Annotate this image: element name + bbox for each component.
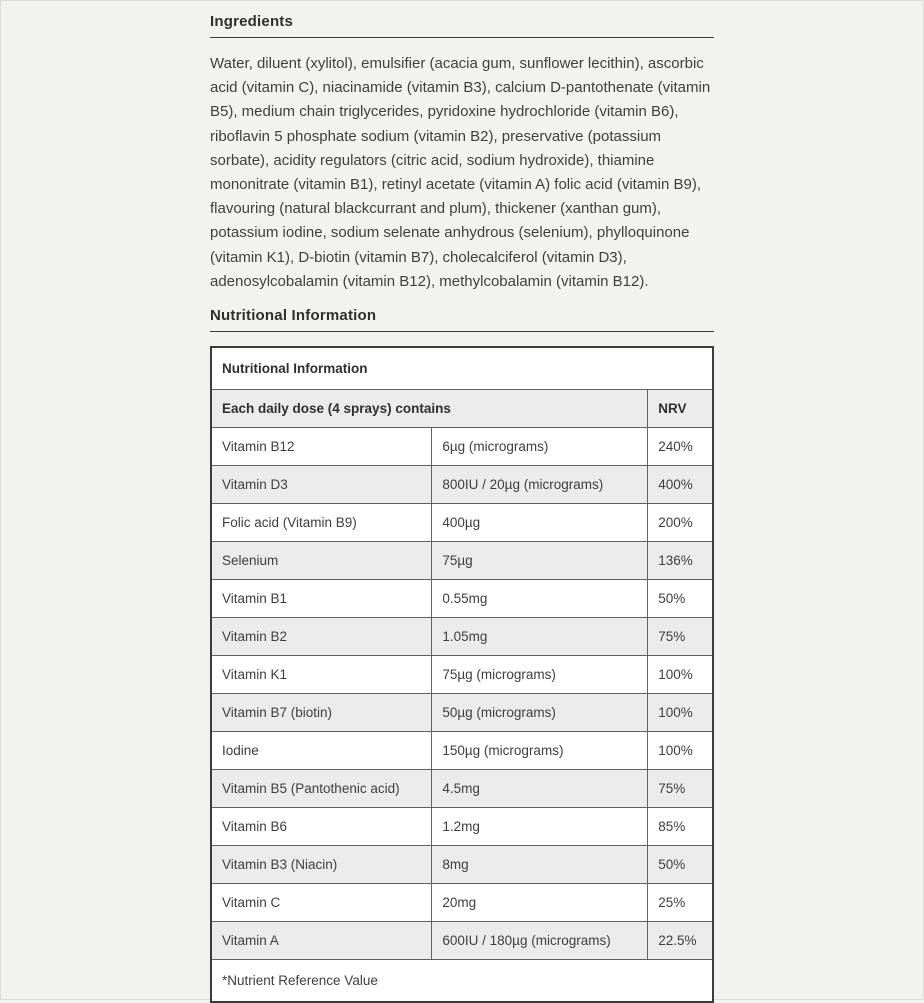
nutrition-table xyxy=(210,346,714,1003)
nrv-value-cell: 240% xyxy=(648,428,713,466)
nutrient-cell: Selenium xyxy=(211,542,432,580)
nrv-value-cell: 75% xyxy=(648,618,713,656)
table-row xyxy=(211,732,713,770)
table-row xyxy=(211,656,713,694)
table-title: Nutritional Information xyxy=(211,347,713,390)
amount-cell: 4.5mg xyxy=(432,770,648,808)
nutrient-cell: Vitamin B7 (biotin) xyxy=(211,694,432,732)
table-row xyxy=(211,618,713,656)
nutrient-cell: Vitamin B6 xyxy=(211,808,432,846)
table-title-row xyxy=(211,347,713,390)
nutrient-cell: Vitamin A xyxy=(211,922,432,960)
nutrient-cell: Vitamin B5 (Pantothenic acid) xyxy=(211,770,432,808)
nutrient-cell: Vitamin K1 xyxy=(211,656,432,694)
amount-cell: 50µg (micrograms) xyxy=(432,694,648,732)
nrv-value-cell: 75% xyxy=(648,770,713,808)
nutrition-table-body xyxy=(211,428,713,960)
nutrient-cell: Vitamin D3 xyxy=(211,466,432,504)
nrv-value-cell: 136% xyxy=(648,542,713,580)
table-row xyxy=(211,808,713,846)
nrv-value-cell: 100% xyxy=(648,694,713,732)
nrv-header: NRV xyxy=(648,390,713,428)
nrv-value-cell: 50% xyxy=(648,846,713,884)
table-row xyxy=(211,504,713,542)
nutrient-cell: Vitamin B12 xyxy=(211,428,432,466)
dose-header: Each daily dose (4 sprays) contains xyxy=(211,390,648,428)
amount-cell: 400µg xyxy=(432,504,648,542)
table-row xyxy=(211,466,713,504)
nrv-value-cell: 22.5% xyxy=(648,922,713,960)
nutrient-cell: Iodine xyxy=(211,732,432,770)
amount-cell: 0.55mg xyxy=(432,580,648,618)
table-row xyxy=(211,428,713,466)
nrv-value-cell: 100% xyxy=(648,656,713,694)
table-footnote-row xyxy=(211,960,713,1003)
amount-cell: 600IU / 180µg (micrograms) xyxy=(432,922,648,960)
table-row xyxy=(211,846,713,884)
table-row xyxy=(211,580,713,618)
amount-cell: 6µg (micrograms) xyxy=(432,428,648,466)
nutrient-cell: Vitamin B2 xyxy=(211,618,432,656)
table-row xyxy=(211,542,713,580)
amount-cell: 75µg xyxy=(432,542,648,580)
table-header-row xyxy=(211,390,713,428)
nutrient-cell: Vitamin B1 xyxy=(211,580,432,618)
nrv-value-cell: 85% xyxy=(648,808,713,846)
amount-cell: 8mg xyxy=(432,846,648,884)
nutrient-cell: Vitamin B3 (Niacin) xyxy=(211,846,432,884)
ingredients-text: Water, diluent (xylitol), emulsifier (acacia gum, sunflower lecithin), ascorbic acid (vitamin C), niacinamide (vitamin B3), calcium D-pantothenate (vitamin B5), medium chain triglycerides, pyridoxine hydrochloride (vitamin B6), riboflavin 5 phosphate sodium (vitamin B2), preservative (potassium sorbate), acidity regulators (citric acid, sodium hydroxide), thiamine mononitrate (vitamin B1), retinyl acetate (vitamin A) folic acid (vitamin B9), flavouring (natural blackcurrant and plum), thickener (xanthan gum), potassium iodine, sodium selenate anhydrous (selenium), phylloquinone (vitamin K1), D-biotin (vitamin B7), cholecalciferol (vitamin D3), adenosylcobalamin (vitamin B12), methylcobalamin (vitamin B12). xyxy=(210,55,711,290)
nrv-value-cell: 100% xyxy=(648,732,713,770)
nrv-value-cell: 25% xyxy=(648,884,713,922)
nutrient-cell: Folic acid (Vitamin B9) xyxy=(211,504,432,542)
amount-cell: 1.05mg xyxy=(432,618,648,656)
nutrient-cell: Vitamin C xyxy=(211,884,432,922)
ingredients-heading: Ingredients xyxy=(210,13,714,38)
amount-cell: 1.2mg xyxy=(432,808,648,846)
nrv-value-cell: 400% xyxy=(648,466,713,504)
amount-cell: 75µg (micrograms) xyxy=(432,656,648,694)
amount-cell: 150µg (micrograms) xyxy=(432,732,648,770)
content-column xyxy=(210,0,714,1003)
table-row xyxy=(211,694,713,732)
amount-cell: 800IU / 20µg (micrograms) xyxy=(432,466,648,504)
table-row xyxy=(211,770,713,808)
amount-cell: 20mg xyxy=(432,884,648,922)
nrv-value-cell: 200% xyxy=(648,504,713,542)
nrv-value-cell: 50% xyxy=(648,580,713,618)
table-footnote: *Nutrient Reference Value xyxy=(211,960,713,1003)
table-row xyxy=(211,922,713,960)
table-row xyxy=(211,884,713,922)
nutrition-heading: Nutritional Information xyxy=(210,307,714,332)
